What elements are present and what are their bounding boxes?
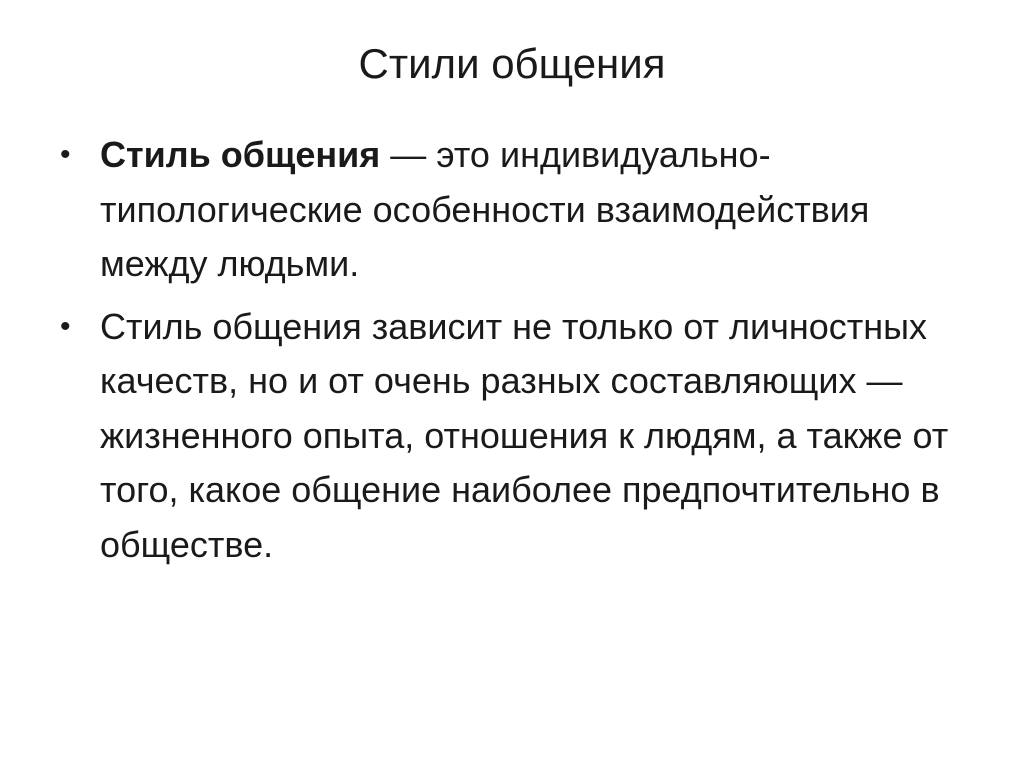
bullet-list xyxy=(56,128,956,580)
bullet-term: Стиль общения xyxy=(100,134,381,175)
bullet-item-dependency xyxy=(56,300,956,573)
bullet-marker: • xyxy=(60,309,71,343)
bullet-definition: — это индивидуально-типологические особенности взаимодействия между людьми. xyxy=(100,134,870,284)
bullet-text: Стиль общения зависит не только от личностных качеств, но и от очень разных составляющих — жизненного опыта, отношения к людям, а также от того, какое общение наиболее предпочтительно в обществе. xyxy=(100,305,949,565)
bullet-text xyxy=(100,128,956,292)
slide-title: Стили общения xyxy=(358,40,666,87)
bullet-item-definition xyxy=(56,128,956,292)
bullet-marker: • xyxy=(60,138,71,171)
